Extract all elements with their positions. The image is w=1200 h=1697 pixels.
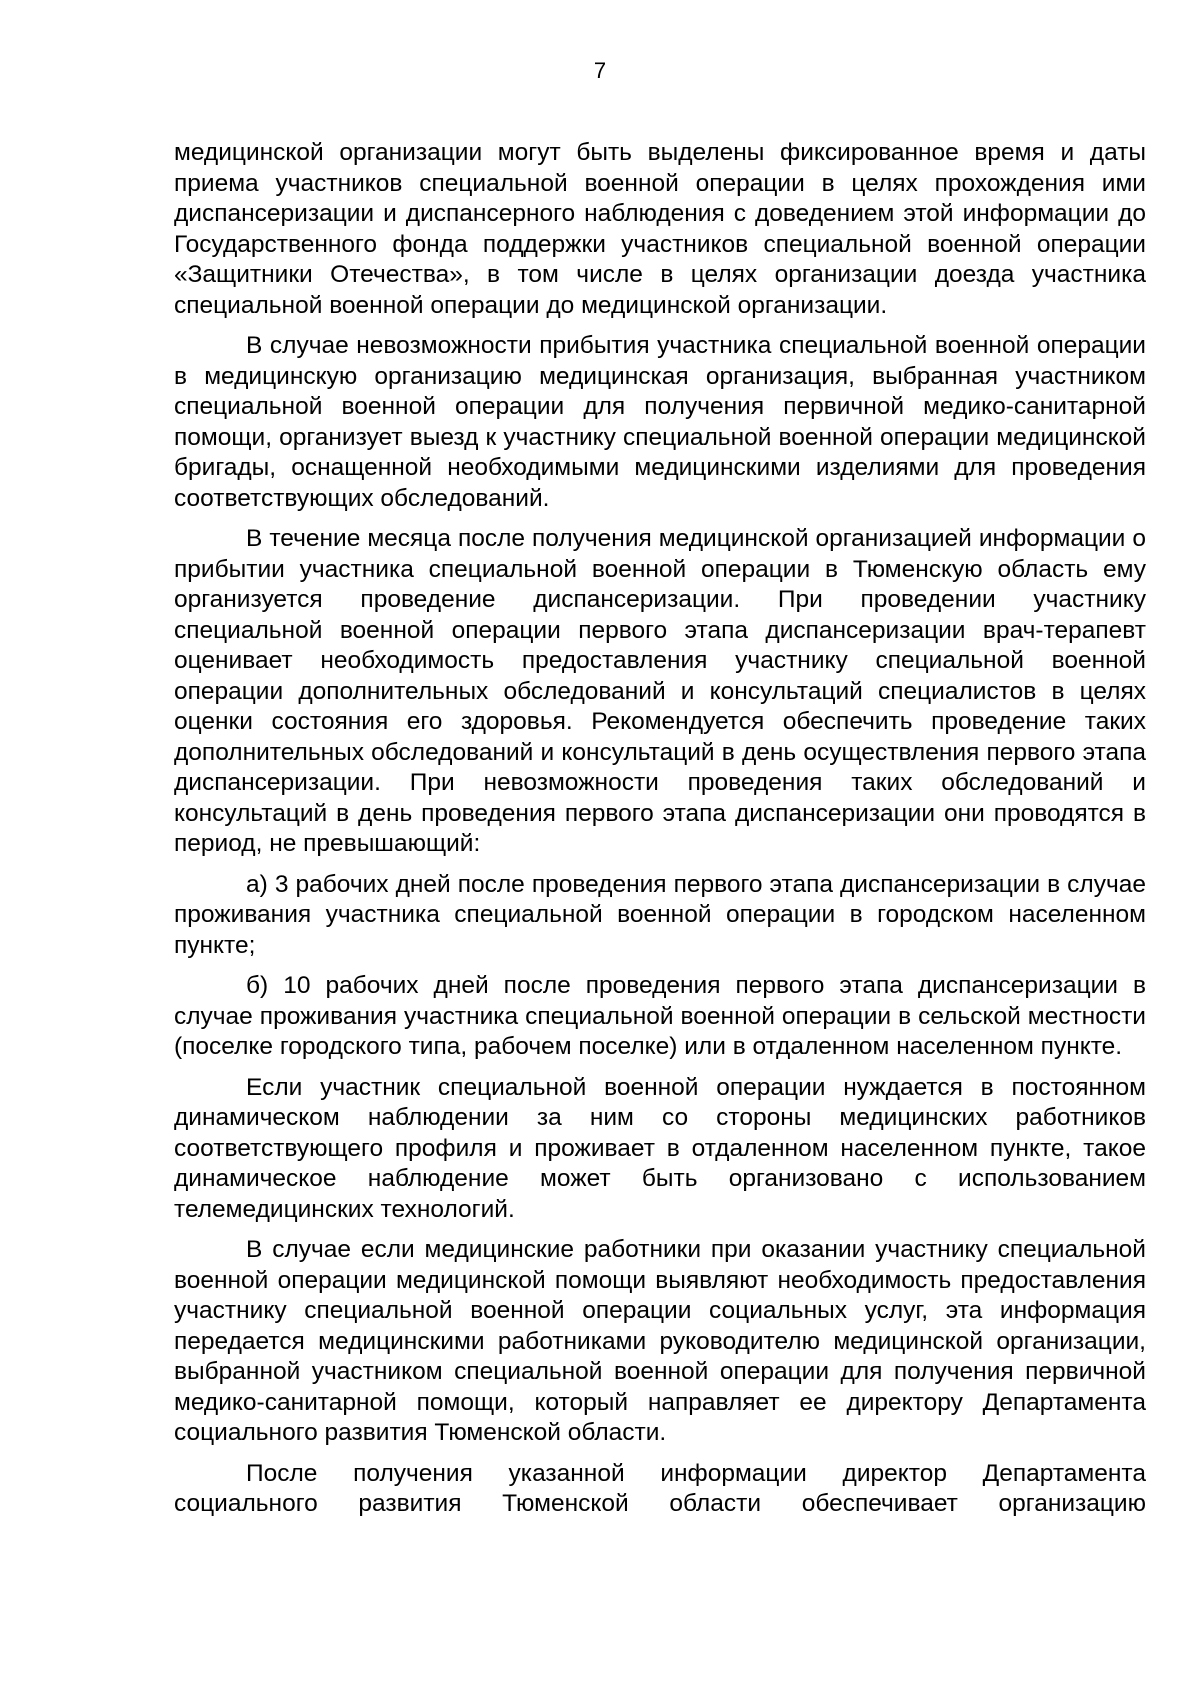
paragraph-continuation: медицинской организации могут быть выделены фиксированное время и даты приема участников специальной военной операции в целях прохождения ими диспансеризации и диспансерного наблюдения с доведением этой информации до Государственного фонда поддержки участников специальной военной операции «Защитники Отечества», в том числе в целях организации доезда участника специальной военной операции до медицинской организации. (174, 139, 1146, 319)
page-number: 7 (593, 58, 607, 83)
paragraph-medical-team-visit: В случае невозможности прибытия участника специальной военной операции в медицинскую организацию медицинская организация, выбранная участником специальной военной операции для получения первичной медико-санитарной помощи, организует выезд к участнику специальной военной операции медицинской бригады, оснащенной необходимыми медицинскими изделиями для проведения соответствующих обследований. (174, 332, 1146, 512)
paragraph-telemedicine: Если участник специальной военной операции нуждается в постоянном динамическом наблюдении за ним со стороны медицинских работников соответствующего профиля и проживает в отдаленном населенном пункте, такое динамическое наблюдение может быть организовано с использованием телемедицинских технологий. (174, 1073, 1146, 1223)
list-item-b: б) 10 рабочих дней после проведения первого этапа диспансеризации в случае проживания участника специальной военной операции в сельской местности (поселке городского типа, рабочем поселке) или в отдаленном населенном пункте. (174, 972, 1146, 1060)
paragraph-dispensarization-terms: В течение месяца после получения медицинской организацией информации о прибытии участника специальной военной операции в Тюменскую область ему организуется проведение диспансеризации. При проведении участнику специальной военной операции первого этапа диспансеризации врач-терапевт оценивает необходимость предоставления участнику специальной военной операции дополнительных обследований и консультаций специалистов в целях оценки состояния его здоровья. Рекомендуется обеспечить проведение таких дополнительных обследований и консультаций в день осуществления первого этапа диспансеризации. При невозможности проведения таких обследований и консультаций в день проведения первого этапа диспансеризации они проводятся в период, не превышающий: (174, 525, 1146, 857)
paragraph-social-services: В случае если медицинские работники при оказании участнику специальной военной операции медицинской помощи выявляют необходимость предоставления участнику специальной военной операции социальных услуг, эта информация передается медицинскими работниками руководителю медицинской организации, выбранной участником специальной военной операции для получения первичной медико-санитарной помощи, который направляет ее директору Департамента социального развития Тюменской области. (174, 1236, 1146, 1446)
paragraph-department-director: После получения указанной информации директор Департамента социального развития Тюменской области обеспечивает организацию (174, 1459, 1146, 1517)
list-item-a: а) 3 рабочих дней после проведения первого этапа диспансеризации в случае проживания участника специальной военной операции в городском населенном пункте; (174, 870, 1146, 959)
document-body (174, 138, 1146, 1530)
